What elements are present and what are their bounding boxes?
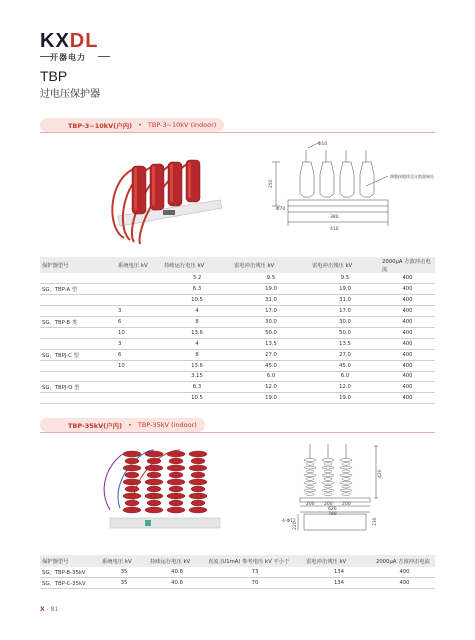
table-cell	[40, 393, 116, 404]
dim-width-2: 780	[328, 512, 337, 517]
shed-disc	[147, 500, 161, 506]
table-cell: SG、TBP-C-35kV	[40, 578, 100, 589]
table-cell: 70	[206, 578, 304, 589]
shed-disc	[189, 451, 207, 457]
table-cell	[40, 327, 116, 338]
shed-disc	[191, 458, 205, 464]
table-cell: 400	[380, 295, 435, 306]
dim-outer: 410	[330, 227, 339, 232]
table-row	[40, 338, 435, 349]
table-row	[40, 273, 435, 284]
table-row	[40, 306, 435, 317]
table-cell: 31.0	[310, 295, 380, 306]
shed-outline	[322, 481, 334, 484]
lead-wire	[140, 162, 190, 244]
shed-outline	[322, 459, 334, 462]
table-row	[40, 284, 435, 295]
shed-outline	[304, 481, 316, 484]
table-cell	[116, 382, 162, 393]
arrester-stacks	[123, 451, 207, 513]
table-cell: 40.8	[148, 567, 206, 578]
shed-disc	[167, 479, 185, 485]
table-cell	[40, 338, 116, 349]
bullet-icon: •	[138, 121, 142, 129]
table-cell: 4	[162, 306, 232, 317]
table-row	[40, 567, 435, 578]
shed-disc	[169, 500, 183, 506]
shed-disc	[123, 465, 141, 471]
shed-disc	[189, 507, 207, 513]
shed-outline	[342, 478, 350, 481]
table-cell: 13.6	[162, 360, 232, 371]
col-header: 保护器型号	[40, 257, 116, 273]
table-cell: 400	[374, 567, 435, 578]
table-row	[40, 317, 435, 328]
table-cell: 400	[380, 273, 435, 284]
drawing-note: 调整接地线至计数器端处	[390, 174, 434, 179]
section1-title-en: TBP-3~10kV (indoor)	[147, 121, 217, 129]
page-title: TBP	[40, 68, 68, 84]
shed-outline	[340, 481, 352, 484]
shed-disc	[191, 472, 205, 478]
table-cell: 19.0	[310, 284, 380, 295]
col-header: 2000μA 方波冲击电流	[374, 555, 435, 567]
col-header: 系统电压 kV	[100, 555, 148, 567]
col-header: 2000μA 方波冲击电流	[380, 257, 435, 273]
table-cell: 30.0	[232, 317, 310, 328]
table-cell: 6.3	[162, 284, 232, 295]
shed-disc	[125, 486, 139, 492]
shed-outline	[304, 474, 316, 477]
table-cell: 6	[116, 317, 162, 328]
dim-width-1: 620	[328, 507, 337, 512]
table-cell: 27.0	[232, 349, 310, 360]
arrester-outline	[300, 162, 314, 197]
table-cell: 50.0	[310, 327, 380, 338]
table-cell: 13.6	[162, 327, 232, 338]
brand-logo-text	[40, 30, 98, 53]
spec-table-1	[40, 257, 435, 404]
table-cell: 3	[116, 306, 162, 317]
table-cell	[116, 284, 162, 295]
table-cell: 4	[162, 338, 232, 349]
dim-side-1: 220	[293, 521, 298, 530]
shed-outline	[342, 485, 350, 488]
col-header: 雷电冲击残压 kV	[232, 257, 310, 273]
table-row	[40, 295, 435, 306]
table-cell	[40, 360, 116, 371]
table-cell: 400	[380, 349, 435, 360]
shed-outline	[340, 474, 352, 477]
table-cell: 400	[380, 360, 435, 371]
table-cell: 30.0	[310, 317, 380, 328]
dim-inner: 380	[330, 215, 339, 220]
table-cell: 13.5	[310, 338, 380, 349]
table-cell: 9.5	[232, 273, 310, 284]
brand-name-cn: 开器电力	[50, 53, 86, 62]
table-row	[40, 349, 435, 360]
table-cell: SG、TBP-A 型	[40, 284, 116, 295]
page-subtitle: 过电压保护器	[40, 89, 100, 100]
table-cell: 13.5	[232, 338, 310, 349]
shed-outline	[304, 466, 316, 469]
shed-disc	[123, 493, 141, 499]
table-cell: 12.0	[310, 382, 380, 393]
table-cell: 10.5	[162, 295, 232, 306]
shed-disc	[145, 451, 163, 457]
shed-outline	[342, 470, 350, 473]
bullet-icon: •	[128, 421, 132, 429]
shed-disc	[123, 451, 141, 457]
table-cell: 400	[380, 371, 435, 382]
table-cell: 31.0	[232, 295, 310, 306]
footer-letter: X	[40, 606, 45, 613]
dim-holes: 4-Φ12	[282, 519, 296, 524]
table-cell: 400	[380, 317, 435, 328]
brand-name-b: DL	[69, 30, 99, 52]
dim-height: 420	[378, 469, 383, 478]
table-cell: 27.0	[310, 349, 380, 360]
shed-disc	[125, 472, 139, 478]
arrester-outline	[360, 162, 374, 197]
table-cell: 8	[162, 317, 232, 328]
col-header: 持续运行电压 kV	[148, 555, 206, 567]
shed-disc	[189, 493, 207, 499]
technical-drawing-2	[280, 438, 440, 540]
table-cell: 19.0	[232, 284, 310, 295]
mounting-plate	[110, 518, 220, 528]
dim-side-2: 230	[373, 517, 378, 526]
table-row	[40, 393, 435, 404]
shed-outline	[322, 489, 334, 492]
shed-outline	[340, 459, 352, 462]
shed-disc	[145, 493, 163, 499]
dim-bolt: Φ70	[276, 207, 286, 212]
table-cell: 6	[116, 349, 162, 360]
table-cell: 9.5	[310, 273, 380, 284]
section-pill-1	[40, 118, 224, 132]
technical-drawing-1	[268, 140, 438, 240]
table-cell: 6.0	[310, 371, 380, 382]
shed-disc	[147, 458, 161, 464]
shed-disc	[147, 472, 161, 478]
shed-outline	[324, 470, 332, 473]
shed-outline	[324, 493, 332, 496]
shed-outline	[340, 489, 352, 492]
shed-outline	[304, 459, 316, 462]
table-cell: 400	[380, 306, 435, 317]
table-cell	[116, 371, 162, 382]
shed-disc	[167, 507, 185, 513]
shed-outline	[306, 485, 314, 488]
table-cell: 8	[162, 349, 232, 360]
section-header-2	[40, 418, 205, 432]
table-cell	[40, 306, 116, 317]
shed-disc	[167, 493, 185, 499]
table-cell: 400	[374, 578, 435, 589]
section-header-1	[40, 118, 224, 132]
shed-disc	[189, 479, 207, 485]
table-cell: 3.2	[162, 273, 232, 284]
arrester-outline	[320, 162, 334, 197]
shed-outline	[304, 489, 316, 492]
table-cell: 134	[304, 567, 374, 578]
table-cell: 19.0	[232, 393, 310, 404]
shed-disc	[123, 479, 141, 485]
shed-disc	[147, 486, 161, 492]
table-cell: SG、TBP-B-35kV	[40, 567, 100, 578]
shed-disc	[167, 451, 185, 457]
logo-line-right	[98, 56, 110, 57]
shed-disc	[169, 472, 183, 478]
table-cell: 19.0	[310, 393, 380, 404]
dim-height: 250	[269, 179, 274, 188]
table-cell: 400	[380, 393, 435, 404]
table-cell: 10.5	[162, 393, 232, 404]
table-row	[40, 578, 435, 589]
table-row	[40, 382, 435, 393]
table-cell: 400	[380, 382, 435, 393]
table-cell: 3	[116, 338, 162, 349]
table-row	[40, 371, 435, 382]
shed-outline	[324, 485, 332, 488]
table-cell	[40, 371, 116, 382]
base-plate-outline	[288, 200, 388, 206]
shed-disc	[191, 500, 205, 506]
shed-outline	[322, 466, 334, 469]
table-cell: 400	[380, 327, 435, 338]
col-header: 系统电压 kV	[116, 257, 162, 273]
brand-name-a: KX	[40, 30, 70, 52]
shed-disc	[145, 507, 163, 513]
product-photo-1	[88, 138, 228, 248]
table-cell: 400	[380, 284, 435, 295]
shed-disc	[145, 465, 163, 471]
table-cell: SG、TBPJ-O 型	[40, 382, 116, 393]
shed-outline	[306, 470, 314, 473]
table-cell: 12.0	[232, 382, 310, 393]
col-header: 雷电冲击残压 kV	[304, 555, 374, 567]
table-cell: 50.0	[232, 327, 310, 338]
shed-disc	[167, 465, 185, 471]
arrester-outline	[340, 162, 354, 197]
shed-disc	[123, 507, 141, 513]
table-row	[40, 360, 435, 371]
table-cell	[116, 273, 162, 284]
ground-terminal	[145, 520, 151, 526]
counter-terminal	[163, 210, 175, 215]
table-cell: 400	[380, 338, 435, 349]
table-row	[40, 327, 435, 338]
section-divider-2	[40, 432, 435, 433]
table-cell: 45.0	[232, 360, 310, 371]
table-cell: 73	[206, 567, 304, 578]
dim-spacing-2: 200	[324, 502, 333, 507]
shed-disc	[145, 479, 163, 485]
table-cell: 10	[116, 327, 162, 338]
shed-outline	[306, 478, 314, 481]
shed-disc	[125, 500, 139, 506]
col-header: 保护器型号	[40, 555, 100, 567]
page-footer	[40, 606, 58, 613]
table-cell: 6.3	[162, 382, 232, 393]
shed-disc	[169, 486, 183, 492]
table-cell: 10	[116, 360, 162, 371]
shed-outline	[342, 493, 350, 496]
dim-spacing-1: 200	[306, 502, 315, 507]
table-cell: 40.8	[148, 578, 206, 589]
col-header: 直流 (U1mA) 参考电压 kV 不小于	[206, 555, 304, 567]
section2-title-en: TBP-35kV (indoor)	[137, 421, 197, 429]
table-cell: 17.0	[310, 306, 380, 317]
shed-disc	[189, 465, 207, 471]
section2-title-cn: TBP-35kV(户内)	[68, 421, 123, 430]
dim-phi: Φ10	[318, 142, 328, 147]
table-cell: 45.0	[310, 360, 380, 371]
section-pill-2	[40, 418, 205, 432]
section1-title-cn: TBP-3~10kV(户内)	[68, 121, 133, 130]
shed-outline	[322, 474, 334, 477]
table-cell: 134	[304, 578, 374, 589]
table-cell: 17.0	[232, 306, 310, 317]
shed-outline	[324, 462, 332, 465]
table-cell	[116, 393, 162, 404]
col-header: 持续运行电压 kV	[162, 257, 232, 273]
table-cell: SG、TBP-B 类	[40, 317, 116, 328]
section-divider-1	[40, 132, 435, 133]
shed-disc	[191, 486, 205, 492]
shed-outline	[306, 493, 314, 496]
table-cell	[40, 295, 116, 306]
shed-disc	[169, 458, 183, 464]
shed-outline	[306, 462, 314, 465]
table-cell: 35	[100, 567, 148, 578]
shed-disc	[125, 458, 139, 464]
shed-outline	[324, 478, 332, 481]
table-cell	[116, 295, 162, 306]
dim-spacing-3: 200	[342, 502, 351, 507]
shed-outline	[340, 466, 352, 469]
table-cell: 6.0	[232, 371, 310, 382]
table-cell	[40, 273, 116, 284]
shed-outline	[342, 462, 350, 465]
product-photo-2	[90, 440, 240, 540]
table-header-row	[40, 257, 435, 273]
table-header-row	[40, 555, 435, 567]
table-cell: SG、TBPJ-C 型	[40, 349, 116, 360]
table-cell: 35	[100, 578, 148, 589]
spec-table-2	[40, 555, 435, 589]
table-cell: 3.15	[162, 371, 232, 382]
col-header: 雷电冲击残压 kV	[310, 257, 380, 273]
page-number: - 81	[46, 606, 59, 613]
